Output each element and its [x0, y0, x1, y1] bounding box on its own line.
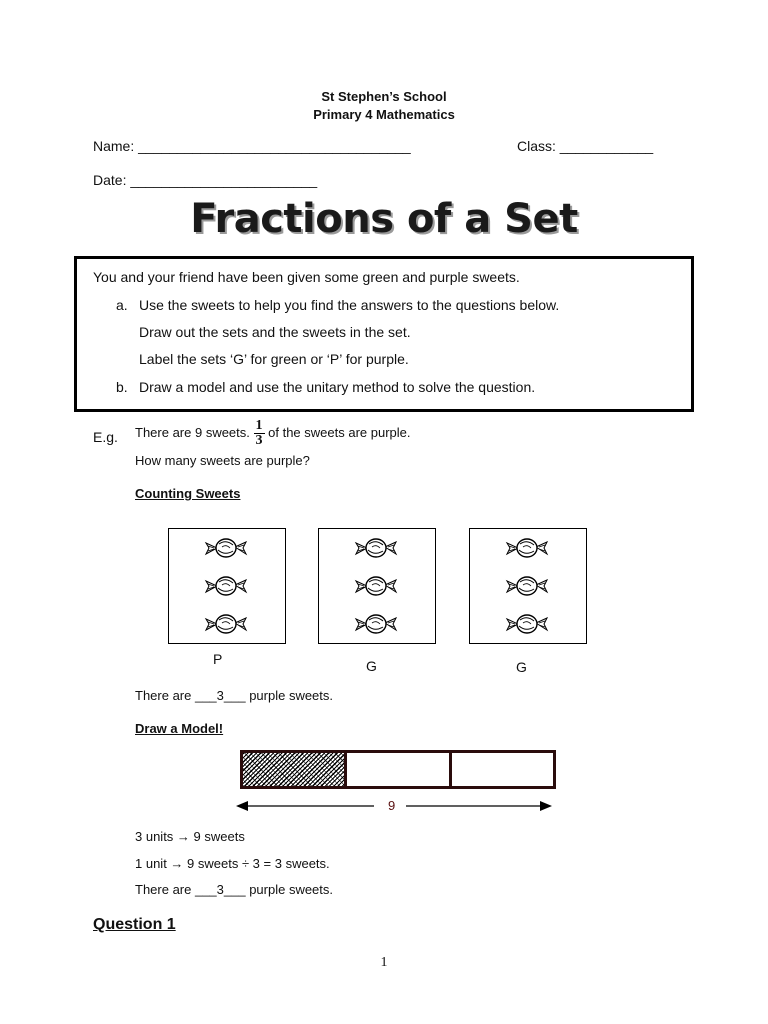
example-marker: E.g. [93, 429, 118, 445]
set-label-3: G [516, 659, 527, 675]
set-label-2: G [366, 658, 377, 674]
sweet-icon [202, 611, 250, 637]
example-text-after: of the sweets are purple. [268, 425, 411, 440]
arrow-head-right [540, 801, 552, 811]
draw-model-heading: Draw a Model! [135, 721, 224, 736]
instruction-a-line3: Label the sets ‘G’ for green or ‘P’ for purple. [139, 351, 409, 367]
sweet-icon [352, 535, 400, 561]
instruction-b-line: Draw a model and use the unitary method to solve the question. [139, 379, 536, 395]
sweet-icon [503, 611, 551, 637]
page-number: 1 [380, 955, 388, 970]
example-statement [135, 418, 411, 448]
fraction-denominator: 3 [255, 433, 263, 449]
set-label-1: P [213, 651, 223, 667]
school-header [0, 88, 768, 124]
instruction-a-marker: a. [116, 297, 128, 313]
sweet-icon [352, 573, 400, 599]
date-field[interactable]: Date: ________________________ [93, 172, 318, 188]
fraction-numerator: 1 [255, 418, 263, 434]
sweet-icon [352, 611, 400, 637]
fraction-one-third [254, 419, 265, 448]
counting-sweets-heading: Counting Sweets [135, 486, 241, 501]
model-line-2: 1 unit → 9 sweets ÷ 3 = 3 sweets. [135, 856, 330, 871]
model-line-1: 3 units → 9 sweets [135, 829, 245, 844]
instructions-intro: You and your friend have been given some green and purple sweets. [93, 269, 520, 285]
example-question: How many sweets are purple? [135, 453, 310, 468]
arrow-head-left [236, 801, 248, 811]
model-bar [240, 750, 556, 789]
school-name: St Stephen’s School [321, 89, 447, 104]
instruction-a-line1: Use the sweets to help you find the answers to the questions below. [139, 297, 560, 313]
sweet-icon [202, 573, 250, 599]
model-unit-shaded [243, 753, 347, 786]
class-field[interactable]: Class: ____________ [517, 138, 654, 154]
model-unit [347, 753, 451, 786]
total-label: 9 [388, 798, 396, 813]
model-answer: There are ___3___ purple sweets. [135, 882, 334, 897]
sweet-icon [202, 535, 250, 561]
counting-answer: There are ___3___ purple sweets. [135, 688, 334, 703]
name-field[interactable]: Name: ___________________________________ [93, 138, 411, 154]
instruction-b-marker: b. [116, 379, 128, 395]
subject-name: Primary 4 Mathematics [313, 107, 455, 122]
example-text-before: There are 9 sweets. [135, 425, 250, 440]
model-unit [452, 753, 553, 786]
sweet-icon [503, 573, 551, 599]
question-1-heading: Question 1 [93, 916, 176, 933]
instruction-a-line2: Draw out the sets and the sweets in the set. [139, 324, 411, 340]
worksheet-title: Fractions of a Set [190, 196, 578, 242]
sweet-icon [503, 535, 551, 561]
